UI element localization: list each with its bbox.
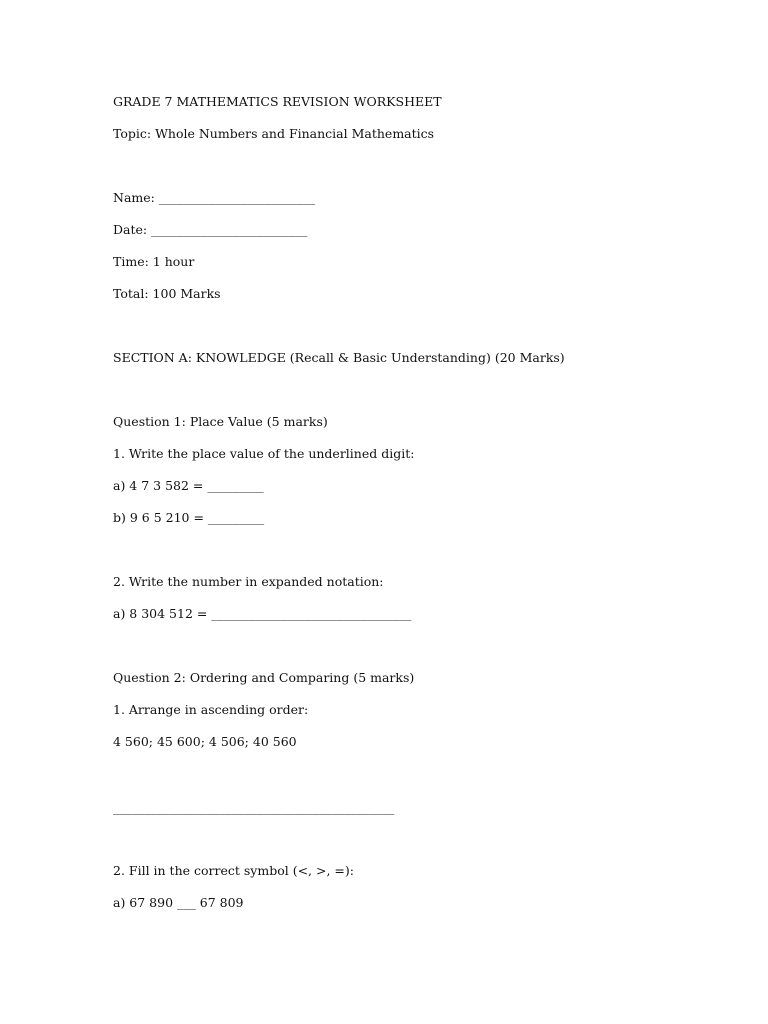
q2-item1-numbers: 4 560; 45 600; 4 506; 40 560: [113, 734, 297, 749]
q2-item2-prompt: 2. Fill in the correct symbol (<, >, =):: [113, 863, 354, 878]
date-field-line: Date: _________________________: [113, 222, 308, 237]
section-a-heading: SECTION A: KNOWLEDGE (Recall & Basic Understanding) (20 Marks): [113, 350, 565, 365]
worksheet-topic: Topic: Whole Numbers and Financial Mathematics: [113, 126, 435, 141]
q1-item2-a: a) 8 304 512 = ________________________________: [113, 606, 412, 621]
worksheet-title: GRADE 7 MATHEMATICS REVISION WORKSHEET: [113, 94, 442, 109]
q1-item1-a: a) 4 7 3 582 = _________: [113, 478, 264, 493]
total-marks-info: Total: 100 Marks: [113, 286, 221, 301]
q2-answer-line: _____________________________________________: [113, 800, 395, 815]
q1-item2-prompt: 2. Write the number in expanded notation:: [113, 574, 384, 589]
name-field-line: Name: _________________________: [113, 190, 316, 205]
q2-item2-a: a) 67 890 ___ 67 809: [113, 895, 244, 910]
q2-item1-prompt: 1. Arrange in ascending order:: [113, 702, 309, 717]
q1-item1-b: b) 9 6 5 210 = _________: [113, 510, 265, 525]
question-2-heading: Question 2: Ordering and Comparing (5 marks): [113, 670, 415, 685]
q1-item1-prompt: 1. Write the place value of the underlined digit:: [113, 446, 415, 461]
question-1-heading: Question 1: Place Value (5 marks): [113, 414, 328, 429]
time-info: Time: 1 hour: [113, 254, 195, 269]
